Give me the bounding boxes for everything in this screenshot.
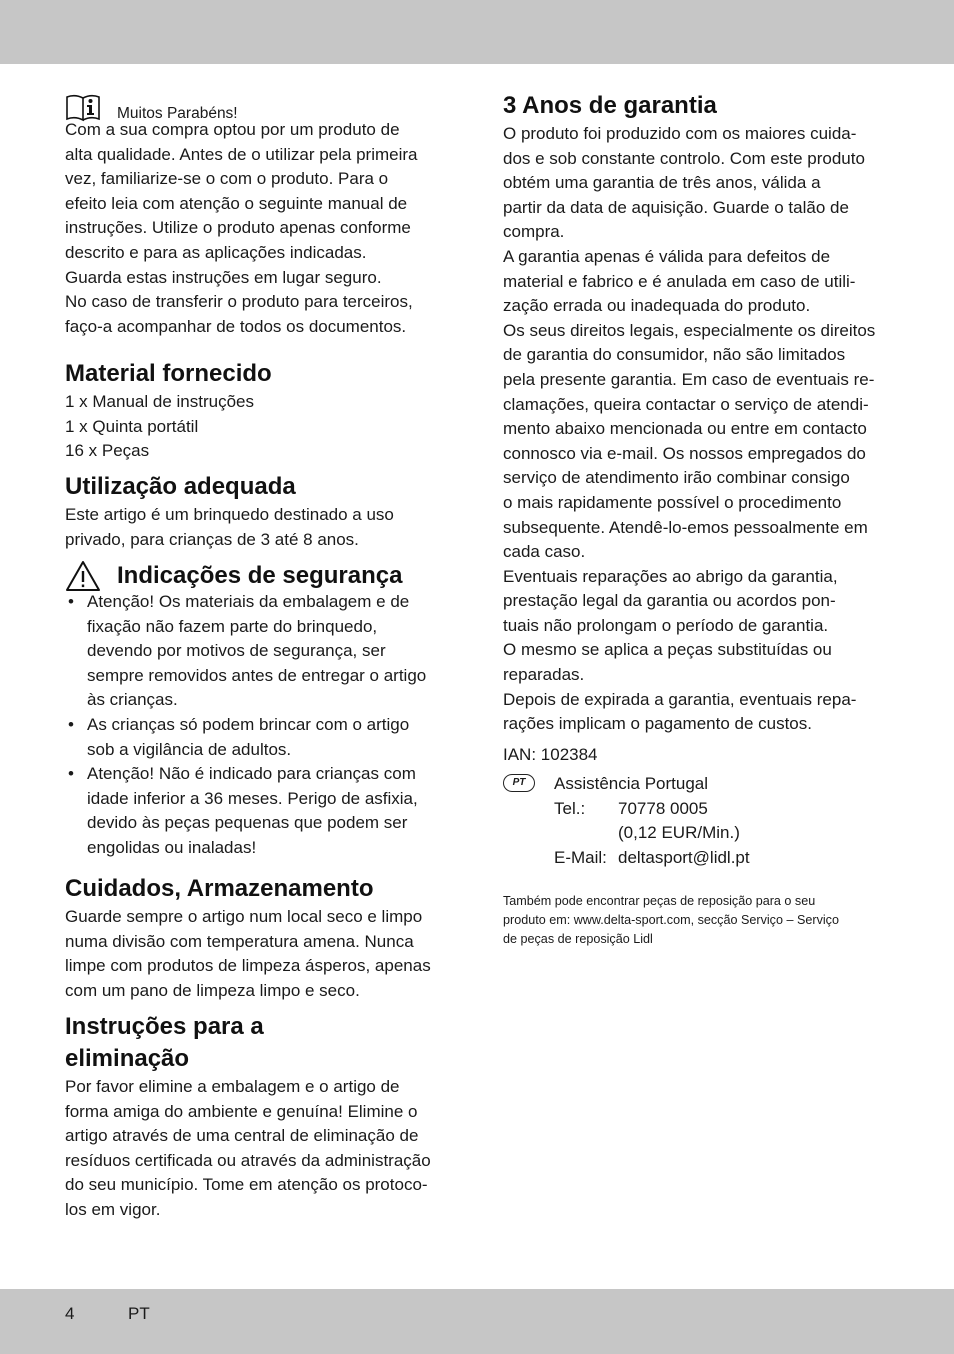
email-value: deltasport@lidl.pt	[618, 847, 750, 867]
warranty-paragraph: A garantia apenas é válida para defeitos de material e fabrico e é anulada em caso de utili- zação errada ou inadequada do produto.	[503, 246, 856, 316]
material-item: 16 x Peças	[65, 441, 150, 461]
warning-triangle-icon	[65, 560, 101, 592]
disposal-section	[65, 1011, 455, 1223]
list-item: • Atenção! Não é indicado para crianças com idade inferior a 36 meses. Perigo de asfixia, devido às peças pequenas que podem ser engolidas ou inaladas!	[68, 764, 418, 857]
care-title: Cuidados, Armazenamento	[65, 875, 374, 902]
warranty-paragraph: Os seus direitos legais, especialmente os direitos de garantia do consumidor, não são limitados pela presente garantia. Em caso de eventuais re- clamações, queira contactar o serviço de atendi- mento abaixo mencionada ou entre em contacto connosco via e-mail. Os nossos empregados do serviço de atendimento irão combinar consigo o mais rapidamente possível o procedimento subsequente. Atendê-lo-emos pessoalmente em cada caso.	[503, 320, 876, 562]
greeting: Muitos Parabéns!	[117, 105, 238, 122]
material-item: 1 x Manual de instruções	[65, 392, 254, 411]
material-title: Material fornecido	[65, 360, 272, 387]
warranty-section	[503, 90, 895, 767]
tel-rate: (0,12 EUR/Min.)	[618, 823, 740, 843]
warranty-title: 3 Anos de garantia	[503, 92, 717, 119]
ian-number: IAN: 102384	[503, 744, 598, 764]
warranty-paragraph: O mesmo se aplica a peças substituídas ou reparadas.	[503, 640, 832, 685]
header-bar	[0, 0, 954, 64]
tel-value: 70778 0005	[618, 798, 708, 818]
disposal-text: Por favor elimine a embalagem e o artigo de forma amiga do ambiente e genuína! Elimine o artigo através de uma central de eliminação de resíduos certificada ou através da administração do seu município. Tome em atenção os protoco- los em vigor.	[65, 1077, 431, 1219]
warranty-paragraph: O produto foi produzido com os maiores cuida- dos e sob constante controlo. Com este produto obtém uma garantia de três anos, válida a partir da data de aquisição. Guarde o talão de compra.	[503, 124, 865, 242]
pt-country-badge: PT	[503, 774, 535, 792]
intro-text: Com a sua compra optou por um produto de alta qualidade. Antes de o utilizar pela primeira vez, familiarize-se o com o produto. Para o efeito leia com atenção o seguinte manual de instruções. Utilize o produto apenas conforme descrito e para as aplicações indicadas. Guarda estas instruções em lugar seguro. No caso de transferir o produto para terceiros, faço-a acompanhar de todos os documentos.	[65, 120, 418, 336]
material-section	[65, 358, 455, 464]
intro-section	[65, 93, 455, 339]
care-section	[65, 873, 455, 1003]
care-text: Guarde sempre o artigo num local seco e limpo numa divisão com temperatura amena. Nunca limpe com produtos de limpeza ásperos, apenas com um pano de limpeza limpo e seco.	[65, 907, 431, 1000]
tel-label: Tel.:	[554, 798, 586, 818]
warranty-paragraph: Eventuais reparações ao abrigo da garantia, prestação legal da garantia ou acordos pon- tuais não prolongam o período de garantia.	[503, 566, 838, 635]
list-item: • As crianças só podem brincar com o artigo sob a vigilância de adultos.	[68, 714, 410, 759]
usage-title: Utilização adequada	[65, 473, 296, 500]
disposal-title: Instruções para a eliminação	[65, 1013, 264, 1072]
contact-block	[503, 772, 895, 870]
spare-parts-note: Também pode encontrar peças de reposição para o seu produto em: www.delta-sport.com, secção Serviço – Serviço de peças de reposição Lidl	[503, 894, 839, 946]
page-language: PT	[128, 1304, 150, 1323]
material-item: 1 x Quinta portátil	[65, 416, 199, 436]
safety-title: Indicações de segurança	[117, 562, 403, 589]
safety-list	[65, 590, 455, 861]
usage-text: Este artigo é um brinquedo destinado a uso privado, para crianças de 3 até 8 anos.	[65, 505, 394, 549]
service-name: Assistência Portugal	[554, 774, 709, 793]
warranty-paragraph: Depois de expirada a garantia, eventuais repa- rações implicam o pagamento de custos.	[503, 689, 857, 734]
email-label: E-Mail:	[554, 847, 607, 867]
safety-section	[65, 560, 455, 861]
usage-section	[65, 471, 455, 552]
page-number: 4	[65, 1304, 75, 1323]
list-item: • Atenção! Os materiais da embalagem e de fixação não fazem parte do brinquedo, devendo por motivos de segurança, ser sempre removidos antes de entregar o artigo às crianças.	[68, 592, 427, 710]
